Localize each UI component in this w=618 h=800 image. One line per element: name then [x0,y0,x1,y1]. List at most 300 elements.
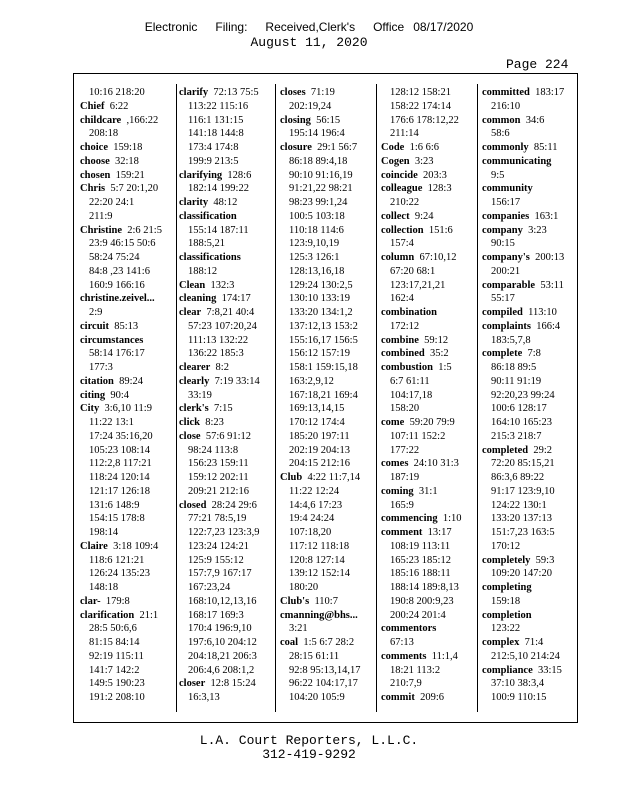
index-line [482,237,580,251]
index-line [381,100,479,114]
index-line [179,320,277,334]
index-references: 199:9 213:5 [188,155,239,167]
index-line [80,100,178,114]
index-term: common [482,114,521,126]
index-references: 200:24 201:4 [390,609,446,621]
index-line [179,169,277,183]
index-line [280,485,378,499]
index-references: 57:23 107:20,24 [188,320,257,332]
index-line [381,375,479,389]
index-line [381,251,479,265]
index-references: 128:12 158:21 [390,87,451,98]
index-line [280,650,378,664]
index-line [482,416,580,430]
index-term: community [482,183,533,195]
index-term: company's [482,252,530,263]
index-line [80,155,178,169]
index-line [280,224,378,238]
index-line [482,361,580,375]
index-references: 58:24 75:24 [89,252,140,263]
index-references: 170:12 174:4 [289,417,345,428]
index-references: 200:13 [535,252,565,263]
index-line [381,444,479,458]
index-references: 86:3,6 89:22 [491,472,545,483]
index-references: 7:15 [214,403,233,415]
transcript-date: August 11, 2020 [250,35,368,50]
index-references: 136:22 185:3 [188,348,244,360]
index-line [381,677,479,691]
index-line [280,677,378,691]
index-references: 215:3 218:7 [491,430,542,442]
index-line [381,567,479,581]
index-term: closing [280,114,311,126]
index-references: 98:24 113:8 [188,444,239,456]
index-line [482,567,580,581]
index-references: 123:9,10,19 [289,238,340,250]
index-line [179,347,277,361]
index-term: completion [482,609,532,621]
index-term: cmanning@bhs... [280,609,358,621]
index-line [80,499,178,513]
index-references: 21:1 [139,609,159,621]
index-term: circumstances [80,334,144,346]
index-line [280,430,378,444]
index-term: coming [381,485,414,497]
index-line [80,127,178,141]
index-line [179,224,277,238]
index-line [80,306,178,320]
index-line [179,581,277,595]
index-column-4 [381,86,479,705]
index-term: completely [482,554,531,566]
index-line [280,416,378,430]
index-term: clerk's [179,403,209,415]
index-line [280,114,378,128]
index-line [179,127,277,141]
index-line [482,691,580,705]
index-line [482,499,580,513]
index-references: 1:5 [438,362,452,373]
index-term: clarify [179,87,209,98]
index-term: Claire [80,540,108,552]
index-line [280,609,378,623]
index-references: 18:21 113:2 [390,664,441,676]
index-references: 128:3 [427,183,452,195]
index-line [80,375,178,389]
index-term: comparable [482,279,536,291]
index-line [179,650,277,664]
index-line [179,141,277,155]
index-line [381,196,479,210]
index-line [179,292,277,306]
index-references: 109:20 147:20 [491,568,552,580]
index-line [381,650,479,664]
index-line [80,444,178,458]
index-line [179,375,277,389]
index-line [179,691,277,705]
index-references: 9:24 [414,210,434,222]
filing-office: Office [373,20,405,34]
index-references: 98:23 99:1,24 [289,197,348,208]
index-term: citing [80,389,106,401]
index-references: 163:1 [534,210,559,222]
index-references: 128:6 [227,169,252,181]
index-line [80,554,178,568]
index-references: 85:11 [533,142,558,153]
index-line [80,196,178,210]
index-references: 158:20 [390,403,420,415]
index-references: 2:9 [89,307,103,318]
index-references: 210:7,9 [390,678,422,690]
index-references: 14:4,6 17:23 [289,499,343,511]
index-term: City [80,403,100,415]
index-references: 7:8 [527,348,541,360]
index-line [482,471,580,485]
index-references: 154:15 178:8 [89,513,145,525]
index-line [280,389,378,403]
index-references: 156:23 159:11 [188,458,249,470]
index-references: 159:12 202:11 [188,472,249,483]
index-references: 128:13,16,18 [289,265,345,277]
index-term: completing [482,582,532,593]
index-references: 187:19 [390,472,420,483]
index-line [482,430,580,444]
index-line [280,237,378,251]
index-line [179,444,277,458]
index-references: 155:14 187:11 [188,224,249,236]
index-references: 158:1 159:15,18 [289,362,358,373]
page-number: Page 224 [506,57,569,72]
index-line [280,595,378,609]
index-line [482,554,580,568]
index-line [482,224,580,238]
index-references: 37:10 38:3,4 [491,678,545,690]
index-references: 104:20 105:9 [289,692,345,703]
index-column-1 [80,86,178,705]
index-line [482,526,580,540]
index-line [80,320,178,334]
index-references: 118:6 121:21 [89,554,145,566]
index-line [80,526,178,540]
index-references: 23:9 46:15 50:6 [89,238,156,250]
index-term: Club [280,472,303,483]
index-line [179,430,277,444]
index-references: 123:22 [491,623,521,635]
index-line [280,499,378,513]
index-references: 17:24 35:16,20 [89,430,153,442]
index-references: 195:14 196:4 [289,128,345,140]
index-term: combined [381,348,425,360]
index-references: 57:6 91:12 [205,430,252,442]
index-references: 28:24 29:6 [211,499,257,511]
index-references: 19:4 24:24 [289,513,335,525]
index-references: 33:15 [538,664,562,676]
index-references: 3:21 [289,623,308,635]
index-references: 124:22 130:1 [491,499,547,511]
index-references: 123:17,21,21 [390,279,446,291]
index-line [381,526,479,540]
index-term: colleague [381,183,423,195]
index-references: 122:7,23 123:3,9 [188,527,260,538]
index-references: 113:10 [528,307,557,318]
index-references: 96:22 104:17,17 [289,678,358,690]
index-line [179,155,277,169]
index-line [280,210,378,224]
index-line [179,100,277,114]
index-term: clearer [179,362,211,373]
index-line [381,636,479,650]
index-references: 28:5 50:6,6 [89,623,137,635]
index-line [80,361,178,375]
index-term: closed [179,499,207,511]
index-line [80,609,178,623]
index-references: 188:12 [188,265,218,277]
index-line [381,279,479,293]
index-references: 125:9 155:12 [188,554,244,566]
index-line [482,540,580,554]
index-term: collection [381,224,424,236]
index-term: company [482,224,523,236]
index-line [80,265,178,279]
index-line [280,375,378,389]
index-term: comment [381,527,423,538]
index-line [280,691,378,705]
index-line [80,402,178,416]
index-line [80,691,178,705]
index-line [179,210,277,224]
index-term: close [179,430,201,442]
index-references: 1:5 6:7 28:2 [303,637,355,648]
index-term: combination [381,307,438,318]
index-references: 8:2 [215,362,229,373]
index-references: 130:10 133:19 [289,293,350,305]
index-references: 100:6 128:17 [491,403,547,415]
index-line [381,347,479,361]
index-term: communicating [482,155,552,167]
index-line [80,182,178,196]
index-references: 166:4 [536,320,561,332]
index-line [179,251,277,265]
index-line [280,334,378,348]
index-references: 35:2 [430,348,449,360]
index-line [179,306,277,320]
index-references: ,166:22 [126,114,159,126]
index-references: 210:22 [390,197,420,208]
index-line [482,114,580,128]
index-line [179,567,277,581]
index-references: 179:8 [105,595,130,607]
index-references: 169:13,14,15 [289,403,345,415]
index-line [381,691,479,705]
index-references: 31:1 [418,485,438,497]
index-references: 118:24 120:14 [89,472,150,483]
index-term: comes [381,458,409,470]
index-line [482,609,580,623]
index-line [280,567,378,581]
index-line [482,292,580,306]
index-term: classifications [179,252,241,263]
index-line [80,636,178,650]
index-references: 197:6,10 204:12 [188,637,257,648]
index-references: 29:2 [533,444,552,456]
index-references: 211:14 [390,128,419,140]
index-line [381,664,479,678]
index-references: 29:1 56:7 [317,142,358,153]
index-line [381,169,479,183]
index-line [280,251,378,265]
index-line [80,512,178,526]
index-references: 185:16 188:11 [390,568,451,580]
index-references: 58:14 176:17 [89,348,145,360]
index-term: combine [381,334,419,346]
index-references: 139:12 152:14 [289,568,350,580]
index-term: clarification [80,609,135,621]
index-line [280,361,378,375]
index-line [280,169,378,183]
footer-company: L.A. Court Reporters, L.L.C. [199,733,419,748]
index-references: 11:1,4 [431,650,458,662]
index-line [482,347,580,361]
index-references: 177:3 [89,362,113,373]
index-line [179,677,277,691]
index-line [179,471,277,485]
index-references: 85:13 [114,320,139,332]
index-line [80,650,178,664]
index-line [280,664,378,678]
index-line [80,237,178,251]
index-references: 67:10,12 [419,252,457,263]
index-line [381,595,479,609]
index-references: 206:4,6 208:1,2 [188,664,255,676]
index-references: 84:8 ,23 141:6 [89,265,150,277]
index-line [482,622,580,636]
index-term: compliance [482,664,533,676]
index-line [80,471,178,485]
index-line [280,471,378,485]
index-references: 28:15 61:11 [289,650,340,662]
index-line [381,554,479,568]
index-references: 112:2,8 117:21 [89,458,152,470]
index-line [381,127,479,141]
index-line [482,100,580,114]
index-line [280,86,378,100]
index-references: 120:8 127:14 [289,554,345,566]
index-references: 1:6 6:6 [409,142,440,153]
index-line [381,457,479,471]
index-references: 59:12 [424,334,449,346]
index-references: 6:22 [109,100,129,112]
index-line [179,416,277,430]
index-term: commencing [381,513,438,525]
index-line [179,595,277,609]
index-references: 90:10 91:16,19 [289,169,353,181]
index-line [280,279,378,293]
index-line [482,402,580,416]
index-line [381,114,479,128]
index-references: 3:23 [414,155,434,167]
index-references: 7:8,21 40:4 [206,307,255,318]
index-line [381,609,479,623]
index-references: 92:19 115:11 [89,650,144,662]
index-references: 174:17 [221,293,251,305]
index-references: 159:18 [113,142,143,153]
index-line [179,664,277,678]
index-line [381,237,479,251]
index-references: 126:24 135:23 [89,568,150,580]
index-line [381,416,479,430]
index-references: 162:4 [390,293,414,305]
column-divider [176,84,177,712]
index-references: 204:18,21 206:3 [188,650,257,662]
index-references: 32:18 [115,155,139,167]
index-term: closer [179,678,206,690]
index-references: 151:7,23 163:5 [491,527,555,538]
index-line [80,416,178,430]
index-term: clarifying [179,169,223,181]
index-references: 168:17 169:3 [188,609,244,621]
index-line [280,292,378,306]
index-line [80,224,178,238]
index-line [381,402,479,416]
index-line [80,430,178,444]
index-references: 2:6 21:5 [127,224,162,236]
index-line [80,141,178,155]
index-references: 141:7 142:2 [89,664,140,676]
index-line [80,677,178,691]
index-references: 183:5,7,8 [491,334,531,346]
index-term: christine.zeivel... [80,293,155,305]
index-line [482,677,580,691]
index-line [381,224,479,238]
index-line [482,512,580,526]
index-line [381,389,479,403]
index-line [482,636,580,650]
index-references: 183:17 [535,87,565,98]
index-term: click [179,417,200,428]
index-references: 53:11 [540,279,564,291]
index-references: 156:12 157:19 [289,348,350,360]
index-line [80,279,178,293]
index-references: 91:21,22 98:21 [289,183,353,195]
index-term: committed [482,87,530,98]
index-line [80,169,178,183]
index-line [381,155,479,169]
index-references: 110:7 [314,595,338,607]
index-references: 5:7 20:1,20 [110,183,159,195]
column-divider [275,84,276,712]
index-references: 190:8 200:9,23 [390,595,454,607]
index-references: 6:7 61:11 [390,375,430,387]
index-references: 117:12 118:18 [289,540,350,552]
index-line [482,306,580,320]
index-references: 132:3 [210,279,235,291]
index-references: 172:12 [390,320,420,332]
index-term: coal [280,637,299,648]
index-line [482,595,580,609]
index-line [80,114,178,128]
index-line [482,265,580,279]
index-references: 188:5,21 [188,238,226,250]
index-column-5 [482,86,580,705]
index-line [381,499,479,513]
index-term: classification [179,210,237,222]
index-column-3 [280,86,378,705]
index-references: 1:10 [442,513,462,525]
index-term: choice [80,142,108,153]
index-references: 11:22 13:1 [89,417,134,428]
index-line [80,210,178,224]
index-references: 216:10 [491,100,521,112]
